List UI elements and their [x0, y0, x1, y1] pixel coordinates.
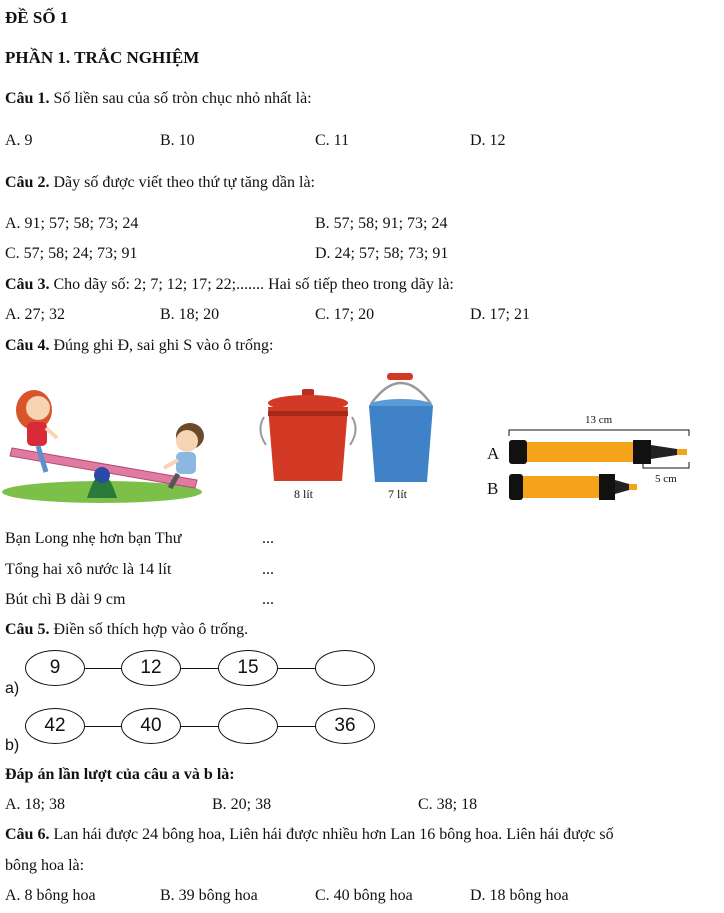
girl-body — [27, 422, 47, 446]
q3-option-d: D. 17; 21 — [470, 306, 530, 323]
seesaw-illustration — [2, 380, 222, 510]
row-b-oval-2: 40 — [121, 708, 181, 744]
question-1-text: Số liền sau của số tròn chục nhỏ nhất là: — [49, 90, 312, 107]
pen-diff-length: 5 cm — [655, 473, 677, 485]
question-1 — [5, 90, 312, 108]
blue-bucket-body — [369, 406, 433, 482]
pen-a-cap — [509, 440, 527, 464]
seesaw-pivot — [94, 467, 110, 483]
pen-b-cone — [615, 480, 629, 494]
pen-a-body — [527, 442, 633, 462]
boy-face — [176, 430, 198, 452]
boy-arm — [164, 460, 178, 468]
blue-bucket-label: 7 lít — [388, 487, 408, 501]
question-6-label: Câu 6. — [5, 826, 50, 843]
q6-option-c: C. 40 bông hoa — [315, 887, 413, 904]
q3-option-a: A. 27; 32 — [5, 306, 65, 323]
q6-option-b: B. 39 bông hoa — [160, 887, 258, 904]
red-bucket-rim — [268, 411, 348, 416]
row-a-label: a) — [5, 680, 20, 697]
girl-arm — [46, 428, 57, 438]
q5-option-c: C. 38; 18 — [418, 796, 478, 813]
pen-a-grip — [633, 440, 651, 464]
q6-option-a: A. 8 bông hoa — [5, 887, 96, 904]
red-bucket-handle-right — [350, 417, 356, 445]
pen-b-cap — [509, 474, 523, 500]
pen-b-tip — [629, 484, 637, 490]
red-bucket-label: 8 lít — [294, 487, 314, 501]
question-5-label: Câu 5. — [5, 621, 50, 638]
question-6-text: Lan hái được 24 bông hoa, Liên hái được nhiều hơn Lan 16 bông hoa. Liên hái được số — [49, 826, 614, 843]
pen-a-tip — [677, 449, 687, 455]
question-6 — [5, 826, 614, 844]
q1-option-b: B. 10 — [160, 132, 195, 149]
question-3 — [5, 276, 454, 294]
statement-2-answer-blank[interactable]: ... — [262, 561, 274, 578]
question-3-text: Cho dãy số: 2; 7; 12; 17; 22;....... Hai số tiếp theo trong dãy là: — [49, 276, 454, 293]
statement-3: Bút chì B dài 9 cm — [5, 591, 126, 608]
red-bucket-image — [258, 385, 358, 485]
row-a-oval-2: 12 — [121, 650, 181, 686]
question-6-text-cont: bông hoa là: — [5, 857, 85, 874]
pen-total-length: 13 cm — [585, 414, 613, 426]
question-2-text: Dãy số được viết theo thứ tự tăng dần là: — [49, 174, 315, 191]
q6-option-d: D. 18 bông hoa — [470, 887, 569, 904]
question-2-label: Câu 2. — [5, 174, 50, 191]
statement-1: Bạn Long nhẹ hơn bạn Thư — [5, 530, 182, 547]
q1-option-a: A. 9 — [5, 132, 33, 149]
q1-option-d: D. 12 — [470, 132, 506, 149]
blue-bucket-image — [365, 370, 437, 485]
pen-a-cone — [651, 445, 677, 459]
pen-b-grip — [599, 474, 615, 500]
question-3-label: Câu 3. — [5, 276, 50, 293]
exam-title: ĐỀ SỐ 1 — [5, 8, 69, 27]
part-heading: PHẦN 1. TRẮC NGHIỆM — [5, 48, 200, 67]
row-b-label: b) — [5, 737, 20, 754]
q2-option-b: B. 57; 58; 91; 73; 24 — [315, 215, 448, 232]
statement-3-answer-blank[interactable]: ... — [262, 591, 274, 608]
blue-bucket-grip — [387, 373, 413, 380]
pen-b-body — [523, 476, 599, 498]
q1-option-c: C. 11 — [315, 132, 350, 149]
statement-1-answer-blank[interactable]: ... — [262, 530, 274, 547]
question-5-text: Điền số thích hợp vào ô trống. — [49, 621, 249, 638]
row-b-oval-4: 36 — [315, 708, 375, 744]
q3-option-c: C. 17; 20 — [315, 306, 375, 323]
question-4-label: Câu 4. — [5, 337, 50, 354]
row-a-oval-4-blank[interactable] — [315, 650, 375, 686]
pens-diagram — [505, 418, 695, 506]
q2-option-d: D. 24; 57; 58; 73; 91 — [315, 245, 449, 262]
row-a-oval-3: 15 — [218, 650, 278, 686]
girl-face — [26, 396, 50, 420]
row-a-oval-1: 9 — [25, 650, 85, 686]
q5-option-a: A. 18; 38 — [5, 796, 65, 813]
red-bucket-body — [268, 407, 348, 481]
total-length-bracket — [509, 430, 689, 436]
question-1-label: Câu 1. — [5, 90, 50, 107]
pen-a-label: A — [487, 444, 500, 463]
q2-option-c: C. 57; 58; 24; 73; 91 — [5, 245, 138, 262]
q2-option-a: A. 91; 57; 58; 73; 24 — [5, 215, 139, 232]
question-4-text: Đúng ghi Đ, sai ghi S vào ô trống: — [49, 337, 274, 354]
row-b-oval-1: 42 — [25, 708, 85, 744]
statement-2: Tổng hai xô nước là 14 lít — [5, 561, 172, 578]
row-b-oval-3-blank[interactable] — [218, 708, 278, 744]
q5-answer-prompt: Đáp án lần lượt của câu a và b là: — [5, 766, 235, 783]
q3-option-b: B. 18; 20 — [160, 306, 220, 323]
q5-option-b: B. 20; 38 — [212, 796, 272, 813]
question-5 — [5, 621, 248, 639]
question-2 — [5, 174, 315, 192]
red-bucket-handle-left — [260, 417, 266, 445]
boy-body — [176, 452, 196, 474]
question-4 — [5, 337, 273, 355]
pen-b-label: B — [487, 479, 499, 498]
